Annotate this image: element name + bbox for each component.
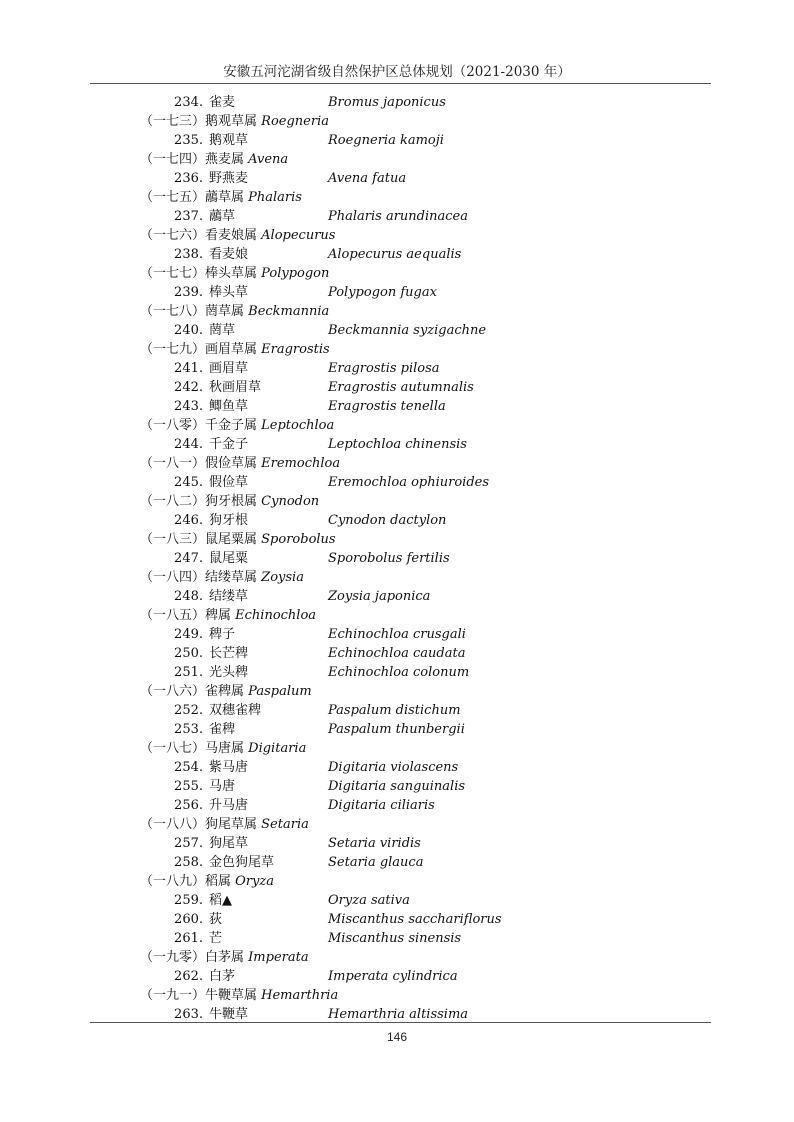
species-latin-name: Bromus japonicus [328, 95, 446, 110]
genus-heading [140, 986, 338, 1005]
species-latin-name: Leptochloa chinensis [328, 437, 467, 452]
species-latin-name: Polypogon fugax [328, 285, 437, 300]
genus-latin-name: Polypogon [261, 266, 330, 281]
species-row [0, 758, 794, 777]
species-row [0, 929, 794, 948]
species-latin-name: Miscanthus sinensis [328, 931, 462, 946]
species-chinese-name: 荻 [209, 912, 223, 927]
species-chinese-name: 千金子 [209, 437, 249, 452]
genus-latin-name: Leptochloa [261, 418, 335, 433]
species-number: 234. [174, 95, 203, 110]
genus-row [0, 568, 794, 587]
genus-latin-name: Imperata [248, 950, 309, 965]
species-row [0, 834, 794, 853]
species-latin-name: Phalaris arundinacea [328, 209, 468, 224]
species-latin-name: Eremochloa ophiuroides [328, 475, 490, 490]
species-latin-name: Imperata cylindrica [328, 969, 458, 984]
species-number: 263. [174, 1007, 203, 1022]
species-latin-name: Cynodon dactylon [328, 513, 447, 528]
genus-chinese-name: （一七九）画眉草属 [140, 342, 258, 357]
genus-chinese-name: （一八二）狗牙根属 [140, 494, 258, 509]
species-chinese-name: 双穗雀稗 [209, 703, 262, 718]
genus-latin-name: Hemarthria [261, 988, 339, 1003]
species-number: 257. [174, 836, 203, 851]
species-number: 261. [174, 931, 203, 946]
genus-row [0, 606, 794, 625]
genus-heading [140, 872, 274, 891]
genus-chinese-name: （一七五）虉草属 [140, 190, 245, 205]
species-row [0, 720, 794, 739]
species-latin-name: Miscanthus sacchariflorus [328, 912, 502, 927]
species-chinese-name: 马唐 [209, 779, 236, 794]
species-row [0, 207, 794, 226]
species-chinese-name: 虉草 [209, 209, 236, 224]
page-number: 146 [386, 1030, 408, 1044]
species-row [0, 625, 794, 644]
species-number: 246. [174, 513, 203, 528]
species-chinese-name: 鹅观草 [209, 133, 249, 148]
footer-rule [90, 1022, 711, 1023]
genus-latin-name: Setaria [261, 817, 309, 832]
species-chinese-name: 稗子 [209, 627, 236, 642]
species-number: 256. [174, 798, 203, 813]
species-chinese-name: 狗尾草 [209, 836, 249, 851]
species-number: 239. [174, 285, 203, 300]
genus-row [0, 416, 794, 435]
species-row [0, 663, 794, 682]
species-chinese-name: 鲫鱼草 [209, 399, 249, 414]
genus-latin-name: Avena [248, 152, 289, 167]
genus-row [0, 872, 794, 891]
genus-heading [140, 112, 329, 131]
species-chinese-name: 菵草 [209, 323, 236, 338]
species-row [0, 587, 794, 606]
species-number: 252. [174, 703, 203, 718]
species-row [0, 378, 794, 397]
species-number: 247. [174, 551, 203, 566]
genus-row [0, 948, 794, 967]
genus-latin-name: Alopecurus [261, 228, 336, 243]
genus-row [0, 302, 794, 321]
species-chinese-name: 假俭草 [209, 475, 249, 490]
species-latin-name: Setaria glauca [328, 855, 424, 870]
species-row [0, 853, 794, 872]
species-row [0, 245, 794, 264]
genus-chinese-name: （一八八）狗尾草属 [140, 817, 258, 832]
genus-heading [140, 340, 330, 359]
species-latin-name: Digitaria violascens [328, 760, 459, 775]
genus-chinese-name: （一八五）稗属 [140, 608, 232, 623]
genus-row [0, 492, 794, 511]
species-latin-name: Echinochloa crusgali [328, 627, 466, 642]
species-latin-name: Sporobolus fertilis [328, 551, 450, 566]
genus-heading [140, 150, 288, 169]
species-row [0, 435, 794, 454]
species-latin-name: Zoysia japonica [328, 589, 431, 604]
species-number: 259. [174, 893, 203, 908]
species-chinese-name: 鼠尾粟 [209, 551, 249, 566]
species-number: 244. [174, 437, 203, 452]
species-row [0, 701, 794, 720]
genus-chinese-name: （一八九）稻属 [140, 874, 232, 889]
genus-heading [140, 416, 334, 435]
genus-chinese-name: （一七四）燕麦属 [140, 152, 245, 167]
species-chinese-name: 金色狗尾草 [209, 855, 275, 870]
genus-chinese-name: （一八六）雀稗属 [140, 684, 245, 699]
species-chinese-name: 看麦娘 [209, 247, 249, 262]
species-latin-name: Eragrostis pilosa [328, 361, 440, 376]
species-latin-name: Paspalum distichum [328, 703, 461, 718]
species-latin-name: Avena fatua [328, 171, 407, 186]
genus-chinese-name: （一七三）鹅观草属 [140, 114, 258, 129]
genus-row [0, 815, 794, 834]
genus-latin-name: Eragrostis [261, 342, 330, 357]
species-latin-name: Digitaria sanguinalis [328, 779, 466, 794]
genus-latin-name: Sporobolus [261, 532, 336, 547]
genus-chinese-name: （一九一）牛鞭草属 [140, 988, 258, 1003]
species-chinese-name: 雀稗 [209, 722, 236, 737]
species-number: 238. [174, 247, 203, 262]
species-chinese-name: 稻▲ [209, 893, 232, 908]
genus-chinese-name: （一八零）千金子属 [140, 418, 258, 433]
species-number: 248. [174, 589, 203, 604]
genus-latin-name: Digitaria [248, 741, 307, 756]
genus-chinese-name: （一九零）白茅属 [140, 950, 245, 965]
species-chinese-name: 秋画眉草 [209, 380, 262, 395]
genus-latin-name: Eremochloa [261, 456, 341, 471]
species-row [0, 321, 794, 340]
species-row [0, 283, 794, 302]
species-number: 260. [174, 912, 203, 927]
genus-heading [140, 530, 336, 549]
species-row [0, 891, 794, 910]
genus-row [0, 340, 794, 359]
species-number: 237. [174, 209, 203, 224]
genus-row [0, 150, 794, 169]
genus-heading [140, 454, 340, 473]
species-latin-name: Eragrostis autumnalis [328, 380, 474, 395]
species-row [0, 359, 794, 378]
species-number: 245. [174, 475, 203, 490]
species-chinese-name: 结缕草 [209, 589, 249, 604]
species-number: 262. [174, 969, 203, 984]
species-latin-name: Paspalum thunbergii [328, 722, 465, 737]
species-number: 254. [174, 760, 203, 775]
species-chinese-name: 长芒稗 [209, 646, 249, 661]
genus-latin-name: Phalaris [248, 190, 302, 205]
species-latin-name: Oryza sativa [328, 893, 410, 908]
species-row [0, 796, 794, 815]
genus-row [0, 682, 794, 701]
species-row [0, 511, 794, 530]
genus-row [0, 454, 794, 473]
genus-heading [140, 302, 329, 321]
genus-heading [140, 568, 304, 587]
species-chinese-name: 画眉草 [209, 361, 249, 376]
species-row [0, 777, 794, 796]
species-chinese-name: 雀麦 [209, 95, 236, 110]
species-chinese-name: 牛鞭草 [209, 1007, 249, 1022]
species-latin-name: Alopecurus aequalis [328, 247, 462, 262]
genus-latin-name: Oryza [235, 874, 274, 889]
species-number: 241. [174, 361, 203, 376]
species-chinese-name: 狗牙根 [209, 513, 249, 528]
genus-chinese-name: （一八四）结缕草属 [140, 570, 258, 585]
page-header-title: 安徽五河沱湖省级自然保护区总体规划（2021-2030 年） [223, 64, 571, 80]
species-latin-name: Echinochloa colonum [328, 665, 470, 680]
genus-heading [140, 682, 312, 701]
species-number: 236. [174, 171, 203, 186]
species-latin-name: Hemarthria altissima [328, 1007, 469, 1022]
species-latin-name: Digitaria ciliaris [328, 798, 435, 813]
species-number: 240. [174, 323, 203, 338]
species-row [0, 910, 794, 929]
genus-latin-name: Echinochloa [235, 608, 317, 623]
species-row [0, 549, 794, 568]
species-chinese-name: 野燕麦 [209, 171, 249, 186]
genus-chinese-name: （一七六）看麦娘属 [140, 228, 258, 243]
species-latin-name: Setaria viridis [328, 836, 421, 851]
genus-chinese-name: （一八三）鼠尾粟属 [140, 532, 258, 547]
genus-heading [140, 226, 335, 245]
genus-latin-name: Paspalum [248, 684, 312, 699]
genus-chinese-name: （一八一）假俭草属 [140, 456, 258, 471]
genus-heading [140, 815, 309, 834]
genus-heading [140, 264, 329, 283]
species-chinese-name: 白茅 [209, 969, 236, 984]
genus-latin-name: Beckmannia [248, 304, 330, 319]
species-number: 243. [174, 399, 203, 414]
genus-latin-name: Roegneria [261, 114, 329, 129]
genus-row [0, 112, 794, 131]
genus-row [0, 530, 794, 549]
genus-row [0, 739, 794, 758]
species-latin-name: Echinochloa caudata [328, 646, 466, 661]
species-latin-name: Beckmannia syzigachne [328, 323, 487, 338]
species-chinese-name: 升马唐 [209, 798, 249, 813]
header-rule [90, 83, 711, 84]
genus-row [0, 226, 794, 245]
genus-row [0, 188, 794, 207]
genus-heading [140, 492, 319, 511]
species-row [0, 473, 794, 492]
species-chinese-name: 紫马唐 [209, 760, 249, 775]
species-row [0, 967, 794, 986]
genus-heading [140, 188, 302, 207]
species-number: 253. [174, 722, 203, 737]
species-number: 255. [174, 779, 203, 794]
species-chinese-name: 芒 [209, 931, 223, 946]
genus-chinese-name: （一七七）棒头草属 [140, 266, 258, 281]
genus-heading [140, 948, 309, 967]
species-number: 235. [174, 133, 203, 148]
species-row [0, 644, 794, 663]
species-row [0, 131, 794, 150]
genus-latin-name: Zoysia [261, 570, 304, 585]
genus-heading [140, 606, 316, 625]
genus-chinese-name: （一八七）马唐属 [140, 741, 245, 756]
species-row [0, 397, 794, 416]
genus-latin-name: Cynodon [261, 494, 320, 509]
species-chinese-name: 棒头草 [209, 285, 249, 300]
species-number: 250. [174, 646, 203, 661]
genus-row [0, 986, 794, 1005]
species-list [0, 93, 794, 1024]
species-number: 251. [174, 665, 203, 680]
genus-row [0, 264, 794, 283]
genus-heading [140, 739, 306, 758]
genus-chinese-name: （一七八）菵草属 [140, 304, 245, 319]
species-row [0, 93, 794, 112]
species-number: 258. [174, 855, 203, 870]
species-number: 242. [174, 380, 203, 395]
species-latin-name: Roegneria kamoji [328, 133, 444, 148]
species-latin-name: Eragrostis tenella [328, 399, 446, 414]
species-row [0, 169, 794, 188]
species-number: 249. [174, 627, 203, 642]
species-chinese-name: 光头稗 [209, 665, 249, 680]
